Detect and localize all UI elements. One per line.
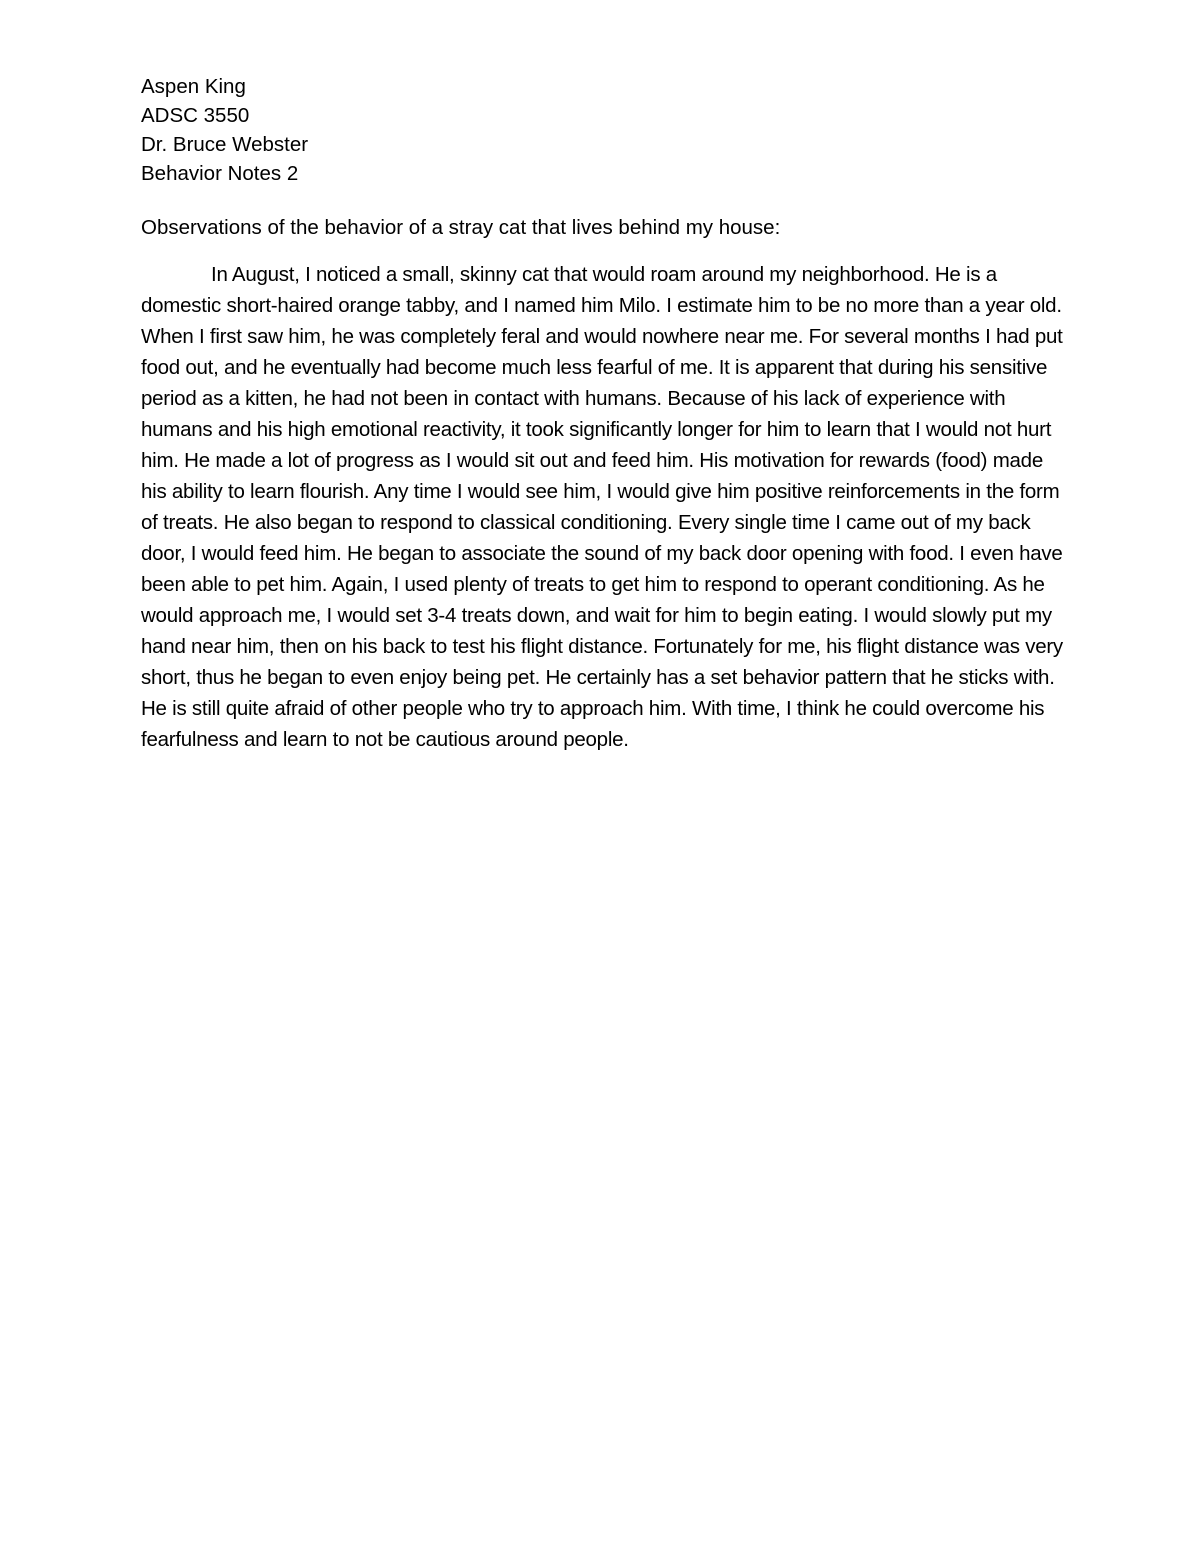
course-code: ADSC 3550 — [141, 104, 250, 127]
intro-line: Observations of the behavior of a stray cat that lives behind my house: — [141, 216, 781, 239]
body-paragraph: In August, I noticed a small, skinny cat that would roam around my neighborhood. He is a domestic short-haired orange tabby, and I named him Milo. I estimate him to be no more than a year old. When I first saw him, he was completely feral and would nowhere near me. For several months I had put food out, and he eventually had become much less fearful of me. It is apparent that during his sensitive period as a kitten, he had not been in contact with humans. Because of his lack of experience with humans and his high emotional reactivity, it took significantly longer for him to learn that I would not hurt him. He made a lot of progress as I would sit out and feed him. His motivation for rewards (food) made his ability to learn flourish. Any time I would see him, I would give him positive reinforcements in the form of treats. He also began to respond to classical conditioning. Every single time I came out of my back door, I would feed him. He began to associate the sound of my back door opening with food. I even have been able to pet him. Again, I used plenty of treats to get him to respond to operant conditioning. As he would approach me, I would set 3-4 treats down, and wait for him to begin eating. I would slowly put my hand near him, then on his back to test his flight distance. Fortunately for me, his flight distance was very short, thus he began to even enjoy being pet. He certainly has a set behavior pattern that he sticks with. He is still quite afraid of other people who try to approach him. With time, I think he could overcome his fearfulness and learn to not be cautious around people. — [141, 263, 1063, 751]
instructor-name: Dr. Bruce Webster — [141, 133, 309, 156]
author-name: Aspen King — [141, 75, 246, 98]
assignment-title: Behavior Notes 2 — [141, 162, 299, 185]
document-content — [141, 72, 1066, 755]
